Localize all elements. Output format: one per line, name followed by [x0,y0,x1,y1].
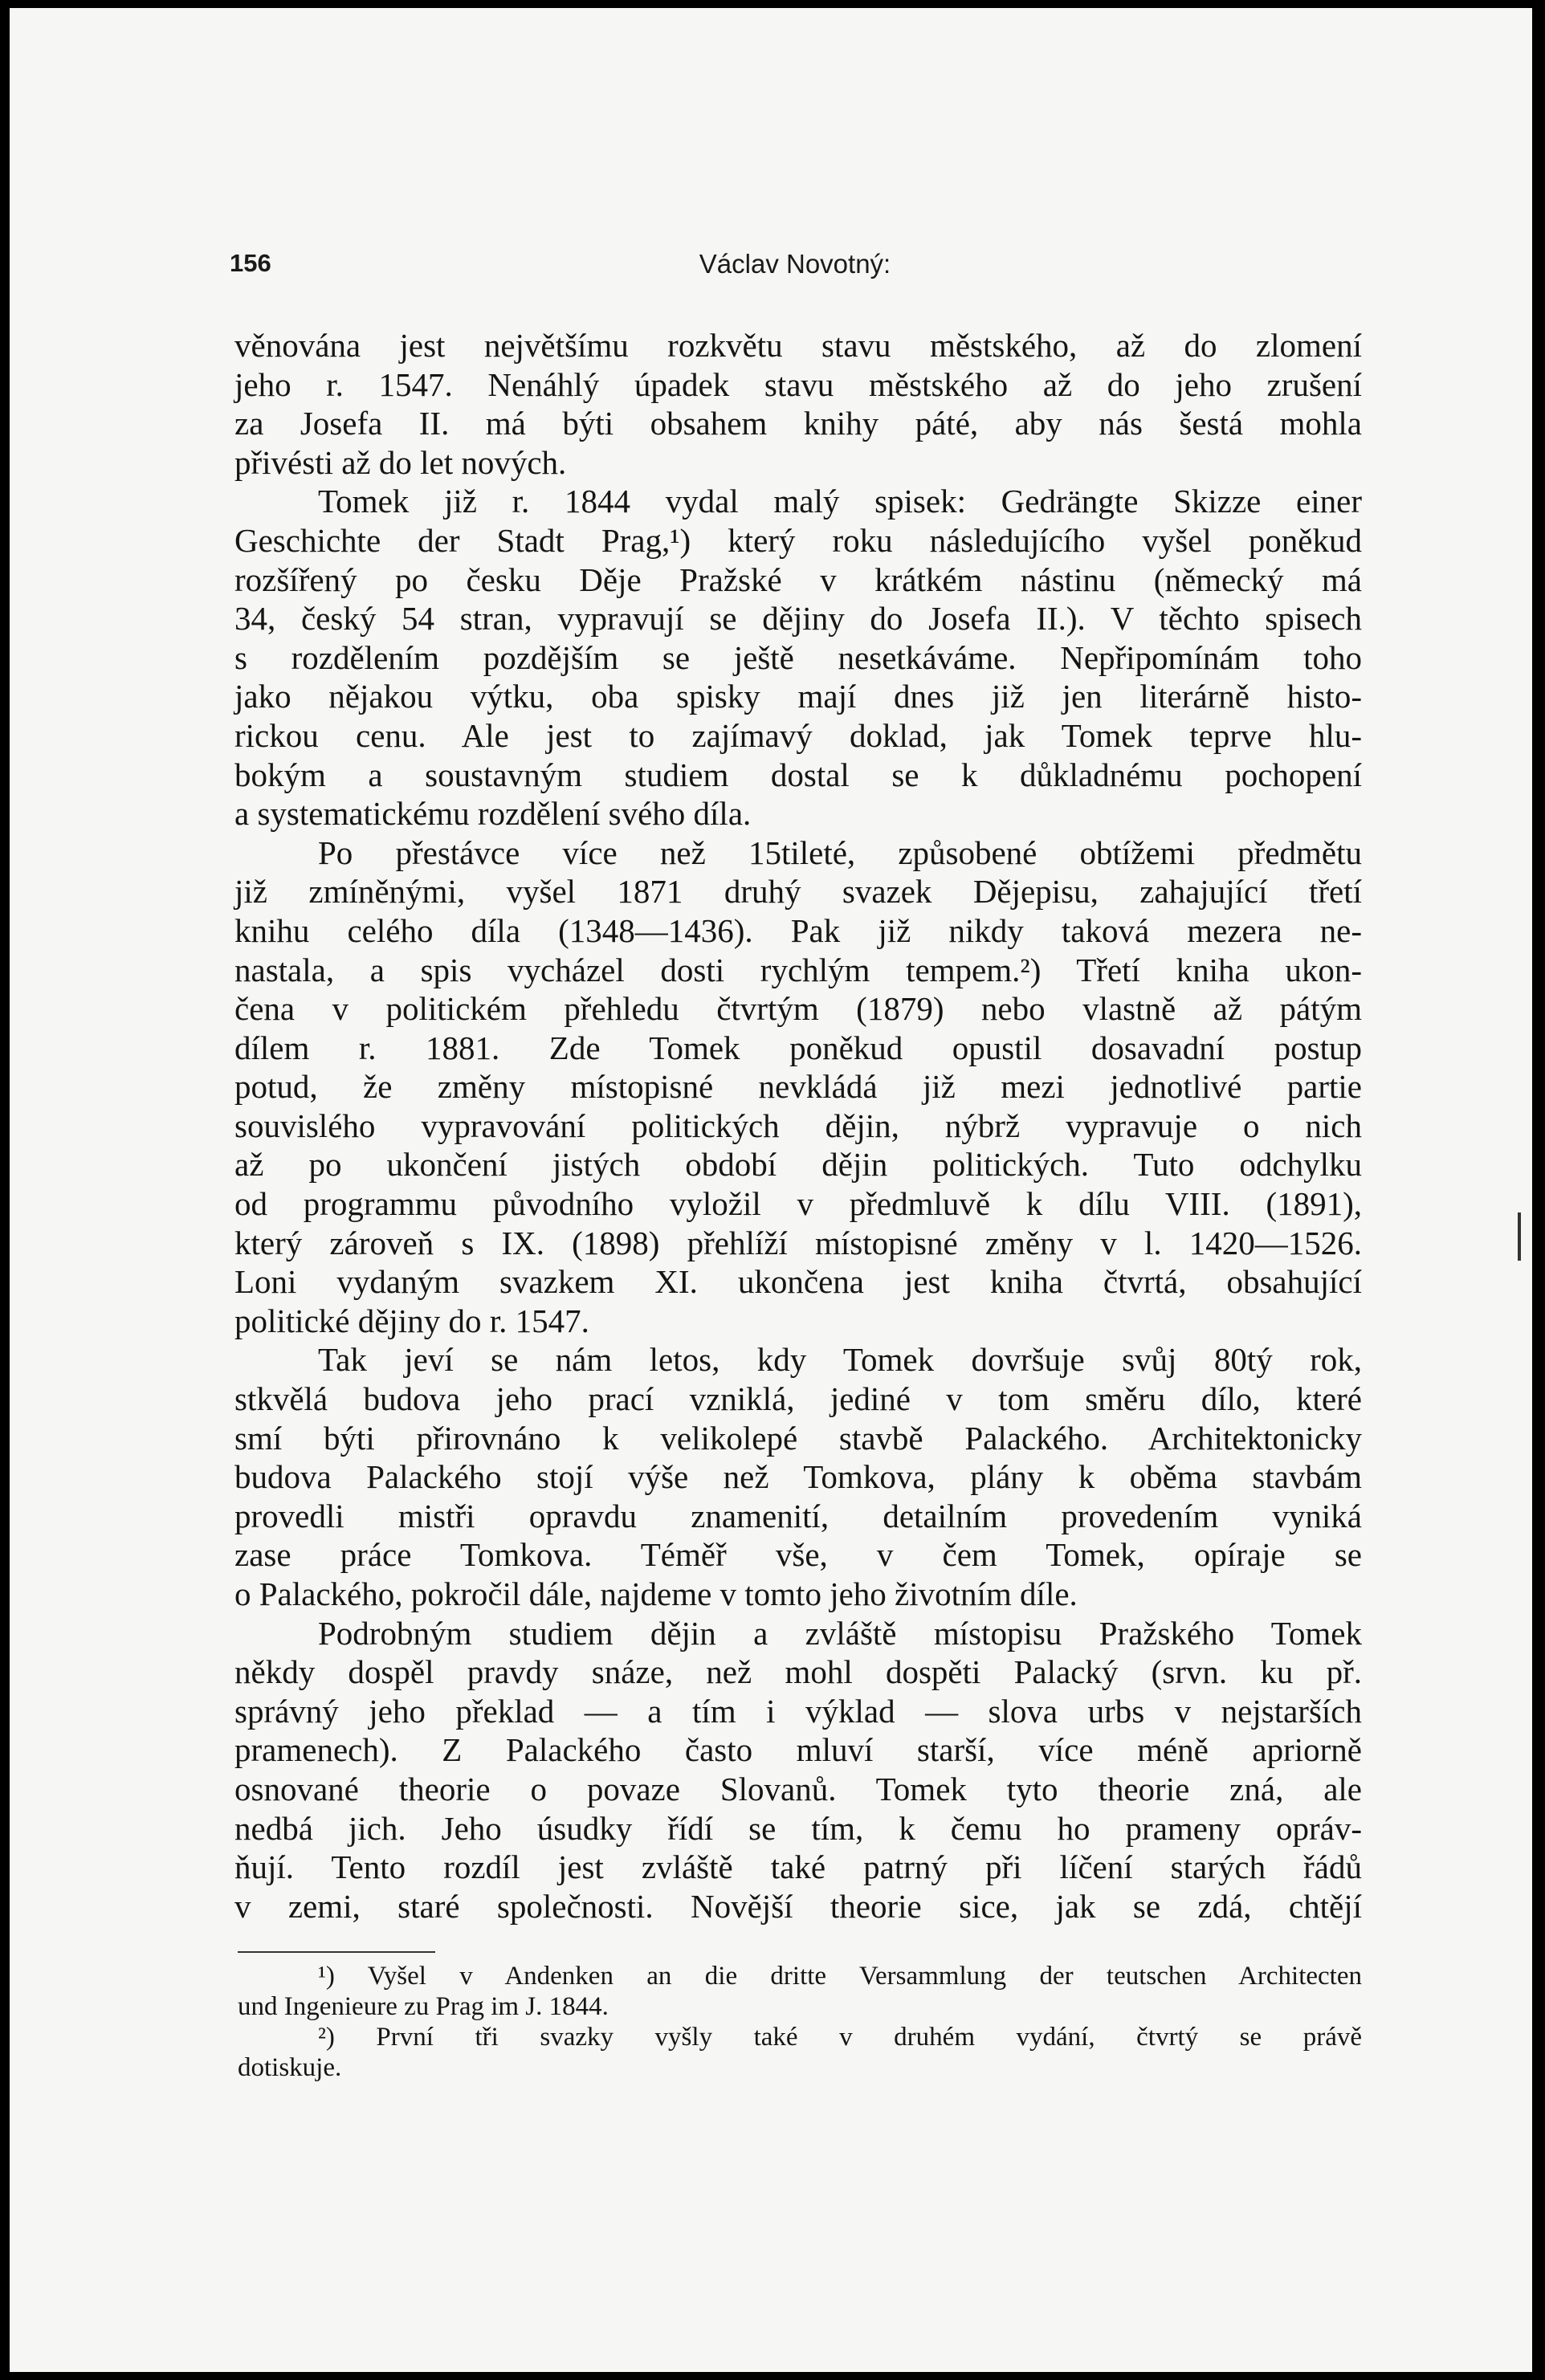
body-line-10: jako nějakou výtku, oba spisky mají dnes již jen literárně histo- [234,678,1362,715]
body-line-34: Podrobným studiem dějin a zvláště místopisu Pražského Tomek [318,1614,1362,1652]
body-line-2: jeho r. 1547. Nenáhlý úpadek stavu městského až do jeho zrušení [234,365,1362,403]
body-line-16: knihu celého díla (1348—1436). Pak již nikdy taková mezera ne- [234,911,1362,949]
body-line-15: již zmíněnými, vyšel 1871 druhý svazek Dějepisu, zahajující třetí [234,873,1362,911]
footnote-rule [238,1951,435,1953]
body-line-21: souvislého vypravování politických dějin, nýbrž vypravuje o nich [234,1106,1362,1144]
body-line-1: věnována jest největšímu rozkvětu stavu městského, až do zlomení [234,327,1362,364]
body-line-26: politické dějiny do r. 1547. [234,1302,589,1339]
body-line-9: s rozdělením pozdějším se ještě nesetkáváme. Nepřipomínám toho [234,638,1362,676]
body-text [234,326,1362,1926]
body-line-13: a systematickému rozdělení svého díla. [234,795,752,833]
body-line-12: bokým a soustavným studiem dostal se k důkladnému pochopení [234,756,1362,793]
body-line-36: správný jeho překlad — a tím i výklad — slova urbs v nejstarších [234,1692,1362,1730]
body-line-40: ňují. Tento rozdíl jest zvláště také patrný při líčení starých řádů [234,1848,1362,1886]
body-line-35: někdy dospěl pravdy snáze, než mohl dospěti Palacký (srvn. ku př. [234,1653,1362,1691]
body-line-37: pramenech). Z Palackého často mluví starší, více méně apriorně [234,1731,1362,1769]
running-head: Václav Novotný: [699,249,891,279]
body-line-19: dílem r. 1881. Zde Tomek poněkud opustil dosavadní postup [234,1029,1362,1066]
body-line-29: smí býti přirovnáno k velikolepé stavbě Palackého. Architektonicky [234,1419,1362,1457]
body-line-22: až po ukončení jistých období dějin politických. Tuto odchylku [234,1146,1362,1184]
footnote-line-1: ¹) Vyšel v Andenken an die dritte Versammlung der teutschen Architecten [318,1962,1362,1991]
page-number: 156 [230,249,271,277]
edge-mark [1518,1212,1521,1261]
body-line-20: potud, že změny místopisné nevkládá již mezi jednotlivé partie [234,1068,1362,1106]
body-line-4: přivésti až do let nových. [234,443,567,481]
body-line-28: stkvělá budova jeho prací vzniklá, jediné v tom směru dílo, které [234,1380,1362,1418]
body-line-33: o Palackého, pokročil dále, najdeme v tomto jeho životním díle. [234,1575,1078,1612]
body-line-14: Po přestávce více než 15tileté, způsobené obtížemi předmětu [318,833,1362,871]
body-line-17: nastala, a spis vycházel dosti rychlým tempem.²) Třetí kniha ukon- [234,951,1362,988]
body-line-5: Tomek již r. 1844 vydal malý spisek: Gedrängte Skizze einer [318,483,1362,520]
body-line-30: budova Palackého stojí výše než Tomkova, plány k oběma stavbám [234,1458,1362,1496]
footnotes [238,1961,1362,2083]
body-line-39: nedbá jich. Jeho úsudky řídí se tím, k čemu ho prameny opráv- [234,1809,1362,1847]
footnote-line-3: ²) První tři svazky vyšly také v druhém vydání, čtvrtý se právě [318,2023,1362,2052]
body-line-24: který zároveň s IX. (1898) přehlíží místopisné změny v l. 1420—1526. [234,1224,1362,1261]
body-line-31: provedli mistři opravdu znamenití, detailním provedením vyniká [234,1497,1362,1534]
body-line-6: Geschichte der Stadt Prag,¹) který roku následujícího vyšel poněkud [234,521,1362,559]
body-line-27: Tak jeví se nám letos, kdy Tomek dovršuje svůj 80tý rok, [318,1341,1362,1379]
body-line-8: 34, český 54 stran, vypravují se dějiny do Josefa II.). V těchto spisech [234,600,1362,638]
body-line-23: od programmu původního vyložil v předmluvě k dílu VIII. (1891), [234,1185,1362,1223]
body-line-25: Loni vydaným svazkem XI. ukončena jest kniha čtvrtá, obsahující [234,1263,1362,1301]
body-line-41: v zemi, staré společnosti. Novější theorie sice, jak se zdá, chtějí [234,1887,1362,1925]
body-line-18: čena v politickém přehledu čtvrtým (1879) nebo vlastně až pátým [234,990,1362,1028]
body-line-38: osnované theorie o povaze Slovanů. Tomek tyto theorie zná, ale [234,1770,1362,1807]
body-line-3: za Josefa II. má býti obsahem knihy páté, aby nás šestá mohla [234,405,1362,442]
footnote-line-2: und Ingenieure zu Prag im J. 1844. [238,1992,609,2021]
page-header [230,249,1360,289]
body-line-7: rozšířený po česku Děje Pražské v krátkém nástinu (německý má [234,560,1362,598]
body-line-32: zase práce Tomkova. Téměř vše, v čem Tomek, opíraje se [234,1536,1362,1574]
footnote-line-4: dotiskuje. [238,2053,342,2082]
body-line-11: rickou cenu. Ale jest to zajímavý doklad, jak Tomek teprve hlu- [234,716,1362,754]
book-page [10,8,1532,2372]
